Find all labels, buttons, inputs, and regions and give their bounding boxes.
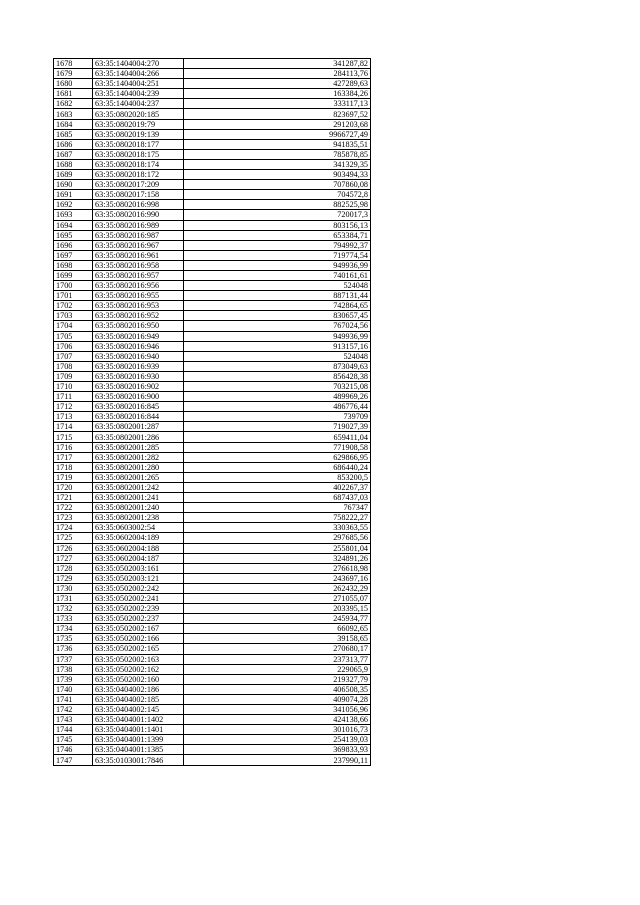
value-cell: 237990,11 — [184, 755, 371, 765]
value-cell: 341329,35 — [184, 159, 371, 169]
cadastral-number-cell: 63:35:0802001:242 — [93, 482, 184, 492]
value-cell: 740161,61 — [184, 270, 371, 280]
table-row — [54, 250, 371, 260]
value-cell: 341287,82 — [184, 59, 371, 69]
table-row — [54, 371, 371, 381]
cadastral-number-cell: 63:35:0502003:121 — [93, 573, 184, 583]
row-number-cell: 1710 — [54, 382, 93, 392]
table-row — [54, 382, 371, 392]
cadastral-number-cell: 63:35:1404004:237 — [93, 99, 184, 109]
table-row — [54, 755, 371, 765]
row-number-cell: 1720 — [54, 482, 93, 492]
row-number-cell: 1706 — [54, 341, 93, 351]
value-cell: 653384,71 — [184, 230, 371, 240]
cadastral-number-cell: 63:35:1404004:270 — [93, 59, 184, 69]
table-row — [54, 614, 371, 624]
row-number-cell: 1741 — [54, 694, 93, 704]
row-number-cell: 1703 — [54, 311, 93, 321]
row-number-cell: 1731 — [54, 593, 93, 603]
value-cell: 767024,56 — [184, 321, 371, 331]
cadastral-number-cell: 63:35:0404001:1399 — [93, 735, 184, 745]
value-cell: 39158,65 — [184, 634, 371, 644]
value-cell: 720017,3 — [184, 210, 371, 220]
table-row — [54, 624, 371, 634]
cadastral-number-cell: 63:35:0802001:238 — [93, 513, 184, 523]
value-cell: 301016,73 — [184, 725, 371, 735]
row-number-cell: 1693 — [54, 210, 93, 220]
table-row — [54, 69, 371, 79]
value-cell: 297685,56 — [184, 533, 371, 543]
row-number-cell: 1745 — [54, 735, 93, 745]
table-row — [54, 311, 371, 321]
value-cell: 489969,26 — [184, 392, 371, 402]
cadastral-number-cell: 63:35:0802016:967 — [93, 240, 184, 250]
row-number-cell: 1682 — [54, 99, 93, 109]
row-number-cell: 1711 — [54, 392, 93, 402]
row-number-cell: 1680 — [54, 79, 93, 89]
row-number-cell: 1724 — [54, 523, 93, 533]
table-row — [54, 442, 371, 452]
table-row — [54, 493, 371, 503]
table-row — [54, 220, 371, 230]
row-number-cell: 1725 — [54, 533, 93, 543]
value-cell: 324891,26 — [184, 553, 371, 563]
table-row — [54, 240, 371, 250]
cadastral-number-cell: 63:35:0802018:177 — [93, 139, 184, 149]
row-number-cell: 1738 — [54, 664, 93, 674]
row-number-cell: 1729 — [54, 573, 93, 583]
cadastral-number-cell: 63:35:0802016:955 — [93, 291, 184, 301]
cadastral-number-cell: 63:35:0802016:987 — [93, 230, 184, 240]
table-row — [54, 543, 371, 553]
table-row — [54, 412, 371, 422]
value-cell: 203395,15 — [184, 604, 371, 614]
value-cell: 707860,08 — [184, 180, 371, 190]
table-row — [54, 159, 371, 169]
value-cell: 873049,63 — [184, 361, 371, 371]
value-cell: 949936,99 — [184, 331, 371, 341]
row-number-cell: 1700 — [54, 281, 93, 291]
table-row — [54, 482, 371, 492]
table-row — [54, 129, 371, 139]
row-number-cell: 1681 — [54, 89, 93, 99]
row-number-cell: 1707 — [54, 351, 93, 361]
value-cell: 913157,16 — [184, 341, 371, 351]
value-cell: 219327,79 — [184, 674, 371, 684]
value-cell: 254139,03 — [184, 735, 371, 745]
value-cell: 767347 — [184, 503, 371, 513]
value-cell: 830657,45 — [184, 311, 371, 321]
row-number-cell: 1744 — [54, 725, 93, 735]
row-number-cell: 1743 — [54, 715, 93, 725]
value-cell: 270680,17 — [184, 644, 371, 654]
table-row — [54, 139, 371, 149]
value-cell: 255801,04 — [184, 543, 371, 553]
row-number-cell: 1695 — [54, 230, 93, 240]
value-cell: 524048 — [184, 351, 371, 361]
value-cell: 243697,16 — [184, 573, 371, 583]
cadastral-number-cell: 63:35:0802001:240 — [93, 503, 184, 513]
value-cell: 424138,66 — [184, 715, 371, 725]
cadastral-number-cell: 63:35:0802017:158 — [93, 190, 184, 200]
value-cell: 276618,98 — [184, 563, 371, 573]
cadastral-number-cell: 63:35:0502002:163 — [93, 654, 184, 664]
cadastral-number-cell: 63:35:0802018:174 — [93, 159, 184, 169]
cadastral-number-cell: 63:35:0404002:145 — [93, 705, 184, 715]
cadastral-number-cell: 63:35:0502002:241 — [93, 593, 184, 603]
cadastral-number-cell: 63:35:1404004:266 — [93, 69, 184, 79]
cadastral-number-cell: 63:35:0802016:998 — [93, 200, 184, 210]
row-number-cell: 1717 — [54, 452, 93, 462]
cadastral-number-cell: 63:35:0802016:900 — [93, 392, 184, 402]
value-cell: 271055,07 — [184, 593, 371, 603]
table-row — [54, 291, 371, 301]
row-number-cell: 1712 — [54, 402, 93, 412]
value-cell: 237313,77 — [184, 654, 371, 664]
cadastral-number-cell: 63:35:0802001:265 — [93, 472, 184, 482]
value-cell: 742864,65 — [184, 301, 371, 311]
row-number-cell: 1732 — [54, 604, 93, 614]
row-number-cell: 1718 — [54, 462, 93, 472]
table-row — [54, 725, 371, 735]
row-number-cell: 1714 — [54, 422, 93, 432]
value-cell: 229065,9 — [184, 664, 371, 674]
cadastral-number-cell: 63:35:0802019:79 — [93, 119, 184, 129]
value-cell: 341056,96 — [184, 705, 371, 715]
value-cell: 719027,39 — [184, 422, 371, 432]
cadastral-number-cell: 63:35:1404004:239 — [93, 89, 184, 99]
value-cell: 853200,5 — [184, 472, 371, 482]
value-cell: 9966727,49 — [184, 129, 371, 139]
row-number-cell: 1699 — [54, 270, 93, 280]
row-number-cell: 1684 — [54, 119, 93, 129]
row-number-cell: 1685 — [54, 129, 93, 139]
value-cell: 369833,93 — [184, 745, 371, 755]
row-number-cell: 1709 — [54, 371, 93, 381]
row-number-cell: 1701 — [54, 291, 93, 301]
value-cell: 794992,37 — [184, 240, 371, 250]
value-cell: 758222,27 — [184, 513, 371, 523]
row-number-cell: 1719 — [54, 472, 93, 482]
value-cell: 629866,95 — [184, 452, 371, 462]
table-row — [54, 341, 371, 351]
table-row — [54, 462, 371, 472]
row-number-cell: 1715 — [54, 432, 93, 442]
value-cell: 486776,44 — [184, 402, 371, 412]
cadastral-number-cell: 63:35:0802016:946 — [93, 341, 184, 351]
row-number-cell: 1678 — [54, 59, 93, 69]
value-cell: 284113,76 — [184, 69, 371, 79]
value-cell: 949936,99 — [184, 260, 371, 270]
table-row — [54, 523, 371, 533]
row-number-cell: 1704 — [54, 321, 93, 331]
table-row — [54, 573, 371, 583]
table-row — [54, 432, 371, 442]
value-cell: 330363,55 — [184, 523, 371, 533]
row-number-cell: 1697 — [54, 250, 93, 260]
table-row — [54, 694, 371, 704]
table-row — [54, 715, 371, 725]
cadastral-number-cell: 63:35:0404001:1401 — [93, 725, 184, 735]
cadastral-number-cell: 63:35:0103001:7846 — [93, 755, 184, 765]
row-number-cell: 1727 — [54, 553, 93, 563]
row-number-cell: 1730 — [54, 583, 93, 593]
data-table — [53, 58, 371, 766]
table-row — [54, 593, 371, 603]
table-row — [54, 230, 371, 240]
table-row — [54, 684, 371, 694]
cadastral-number-cell: 63:35:0802001:287 — [93, 422, 184, 432]
table-row — [54, 79, 371, 89]
row-number-cell: 1723 — [54, 513, 93, 523]
cadastral-number-cell: 63:35:1404004:251 — [93, 79, 184, 89]
row-number-cell: 1683 — [54, 109, 93, 119]
value-cell: 771908,58 — [184, 442, 371, 452]
cadastral-number-cell: 63:35:0802016:958 — [93, 260, 184, 270]
cadastral-number-cell: 63:35:0502002:242 — [93, 583, 184, 593]
cadastral-number-cell: 63:35:0602004:187 — [93, 553, 184, 563]
value-cell: 66092,65 — [184, 624, 371, 634]
table-row — [54, 735, 371, 745]
cadastral-number-cell: 63:35:0802016:939 — [93, 361, 184, 371]
table-row — [54, 210, 371, 220]
table-row — [54, 281, 371, 291]
table-row — [54, 583, 371, 593]
row-number-cell: 1692 — [54, 200, 93, 210]
cadastral-number-cell: 63:35:0802016:957 — [93, 270, 184, 280]
table-row — [54, 553, 371, 563]
cadastral-number-cell: 63:35:0802001:241 — [93, 493, 184, 503]
row-number-cell: 1721 — [54, 493, 93, 503]
value-cell: 409074,28 — [184, 694, 371, 704]
cadastral-number-cell: 63:35:0802016:956 — [93, 281, 184, 291]
table-row — [54, 361, 371, 371]
cadastral-number-cell: 63:35:0802016:940 — [93, 351, 184, 361]
row-number-cell: 1702 — [54, 301, 93, 311]
value-cell: 291203,68 — [184, 119, 371, 129]
value-cell: 245934,77 — [184, 614, 371, 624]
row-number-cell: 1735 — [54, 634, 93, 644]
row-number-cell: 1690 — [54, 180, 93, 190]
value-cell: 686440,24 — [184, 462, 371, 472]
row-number-cell: 1736 — [54, 644, 93, 654]
table-row — [54, 180, 371, 190]
table-row — [54, 402, 371, 412]
row-number-cell: 1713 — [54, 412, 93, 422]
cadastral-number-cell: 63:35:0502002:167 — [93, 624, 184, 634]
cadastral-number-cell: 63:35:0502003:161 — [93, 563, 184, 573]
cadastral-number-cell: 63:35:0802016:953 — [93, 301, 184, 311]
table-row — [54, 170, 371, 180]
row-number-cell: 1742 — [54, 705, 93, 715]
row-number-cell: 1716 — [54, 442, 93, 452]
table-row — [54, 422, 371, 432]
cadastral-number-cell: 63:35:0404002:186 — [93, 684, 184, 694]
table-row — [54, 472, 371, 482]
cadastral-number-cell: 63:35:0603002:54 — [93, 523, 184, 533]
cadastral-number-cell: 63:35:0802001:285 — [93, 442, 184, 452]
cadastral-number-cell: 63:35:0802016:961 — [93, 250, 184, 260]
cadastral-number-cell: 63:35:0502002:239 — [93, 604, 184, 614]
table-row — [54, 674, 371, 684]
row-number-cell: 1708 — [54, 361, 93, 371]
value-cell: 333117,13 — [184, 99, 371, 109]
table-row — [54, 301, 371, 311]
row-number-cell: 1688 — [54, 159, 93, 169]
value-cell: 856428,38 — [184, 371, 371, 381]
row-number-cell: 1698 — [54, 260, 93, 270]
table-row — [54, 654, 371, 664]
row-number-cell: 1747 — [54, 755, 93, 765]
cadastral-number-cell: 63:35:0802017:209 — [93, 180, 184, 190]
value-cell: 803156,13 — [184, 220, 371, 230]
cadastral-number-cell: 63:35:0802001:286 — [93, 432, 184, 442]
cadastral-number-cell: 63:35:0602004:188 — [93, 543, 184, 553]
value-cell: 903494,33 — [184, 170, 371, 180]
table-row — [54, 705, 371, 715]
row-number-cell: 1726 — [54, 543, 93, 553]
table-row — [54, 513, 371, 523]
cadastral-number-cell: 63:35:0802018:172 — [93, 170, 184, 180]
table-row — [54, 59, 371, 69]
value-cell: 704572,8 — [184, 190, 371, 200]
value-cell: 659411,04 — [184, 432, 371, 442]
row-number-cell: 1746 — [54, 745, 93, 755]
cadastral-number-cell: 63:35:0404001:1385 — [93, 745, 184, 755]
table-row — [54, 503, 371, 513]
table-row — [54, 89, 371, 99]
row-number-cell: 1728 — [54, 563, 93, 573]
value-cell: 882525,98 — [184, 200, 371, 210]
table-row — [54, 200, 371, 210]
cadastral-number-cell: 63:35:0502002:165 — [93, 644, 184, 654]
cadastral-number-cell: 63:35:0802016:952 — [93, 311, 184, 321]
table-row — [54, 331, 371, 341]
cadastral-number-cell: 63:35:0404001:1402 — [93, 715, 184, 725]
row-number-cell: 1694 — [54, 220, 93, 230]
cadastral-number-cell: 63:35:0802016:902 — [93, 382, 184, 392]
table-row — [54, 644, 371, 654]
table-row — [54, 99, 371, 109]
value-cell: 163384,26 — [184, 89, 371, 99]
cadastral-number-cell: 63:35:0802016:930 — [93, 371, 184, 381]
row-number-cell: 1696 — [54, 240, 93, 250]
value-cell: 739709 — [184, 412, 371, 422]
table-row — [54, 533, 371, 543]
row-number-cell: 1687 — [54, 149, 93, 159]
row-number-cell: 1739 — [54, 674, 93, 684]
cadastral-number-cell: 63:35:0602004:189 — [93, 533, 184, 543]
value-cell: 823697,52 — [184, 109, 371, 119]
row-number-cell: 1689 — [54, 170, 93, 180]
cadastral-number-cell: 63:35:0802001:280 — [93, 462, 184, 472]
value-cell: 887131,44 — [184, 291, 371, 301]
row-number-cell: 1733 — [54, 614, 93, 624]
table-row — [54, 664, 371, 674]
value-cell: 687437,03 — [184, 493, 371, 503]
table-row — [54, 109, 371, 119]
value-cell: 262432,29 — [184, 583, 371, 593]
cadastral-number-cell: 63:35:0802001:282 — [93, 452, 184, 462]
value-cell: 406508,35 — [184, 684, 371, 694]
cadastral-number-cell: 63:35:0802016:989 — [93, 220, 184, 230]
row-number-cell: 1722 — [54, 503, 93, 513]
row-number-cell: 1734 — [54, 624, 93, 634]
table-row — [54, 351, 371, 361]
row-number-cell: 1740 — [54, 684, 93, 694]
row-number-cell: 1679 — [54, 69, 93, 79]
cadastral-number-cell: 63:35:0802019:139 — [93, 129, 184, 139]
cadastral-number-cell: 63:35:0802016:950 — [93, 321, 184, 331]
cadastral-number-cell: 63:35:0502002:162 — [93, 664, 184, 674]
value-cell: 402267,37 — [184, 482, 371, 492]
table-row — [54, 563, 371, 573]
row-number-cell: 1737 — [54, 654, 93, 664]
cadastral-number-cell: 63:35:0802020:185 — [93, 109, 184, 119]
table-row — [54, 260, 371, 270]
table-row — [54, 392, 371, 402]
value-cell: 941835,51 — [184, 139, 371, 149]
row-number-cell: 1705 — [54, 331, 93, 341]
cadastral-number-cell: 63:35:0802016:990 — [93, 210, 184, 220]
cadastral-number-cell: 63:35:0802016:845 — [93, 402, 184, 412]
table-row — [54, 190, 371, 200]
table-row — [54, 634, 371, 644]
cadastral-number-cell: 63:35:0802016:844 — [93, 412, 184, 422]
table-row — [54, 452, 371, 462]
cadastral-number-cell: 63:35:0502002:160 — [93, 674, 184, 684]
table-body — [54, 59, 371, 766]
row-number-cell: 1691 — [54, 190, 93, 200]
table-row — [54, 604, 371, 614]
table-row — [54, 119, 371, 129]
value-cell: 703215,08 — [184, 382, 371, 392]
value-cell: 719774,54 — [184, 250, 371, 260]
value-cell: 785878,85 — [184, 149, 371, 159]
table-row — [54, 745, 371, 755]
cadastral-number-cell: 63:35:0802016:949 — [93, 331, 184, 341]
table-row — [54, 270, 371, 280]
value-cell: 524048 — [184, 281, 371, 291]
table-row — [54, 321, 371, 331]
cadastral-number-cell: 63:35:0502002:237 — [93, 614, 184, 624]
cadastral-number-cell: 63:35:0404002:185 — [93, 694, 184, 704]
value-cell: 427289,63 — [184, 79, 371, 89]
cadastral-number-cell: 63:35:0502002:166 — [93, 634, 184, 644]
table-row — [54, 149, 371, 159]
cadastral-number-cell: 63:35:0802018:175 — [93, 149, 184, 159]
row-number-cell: 1686 — [54, 139, 93, 149]
